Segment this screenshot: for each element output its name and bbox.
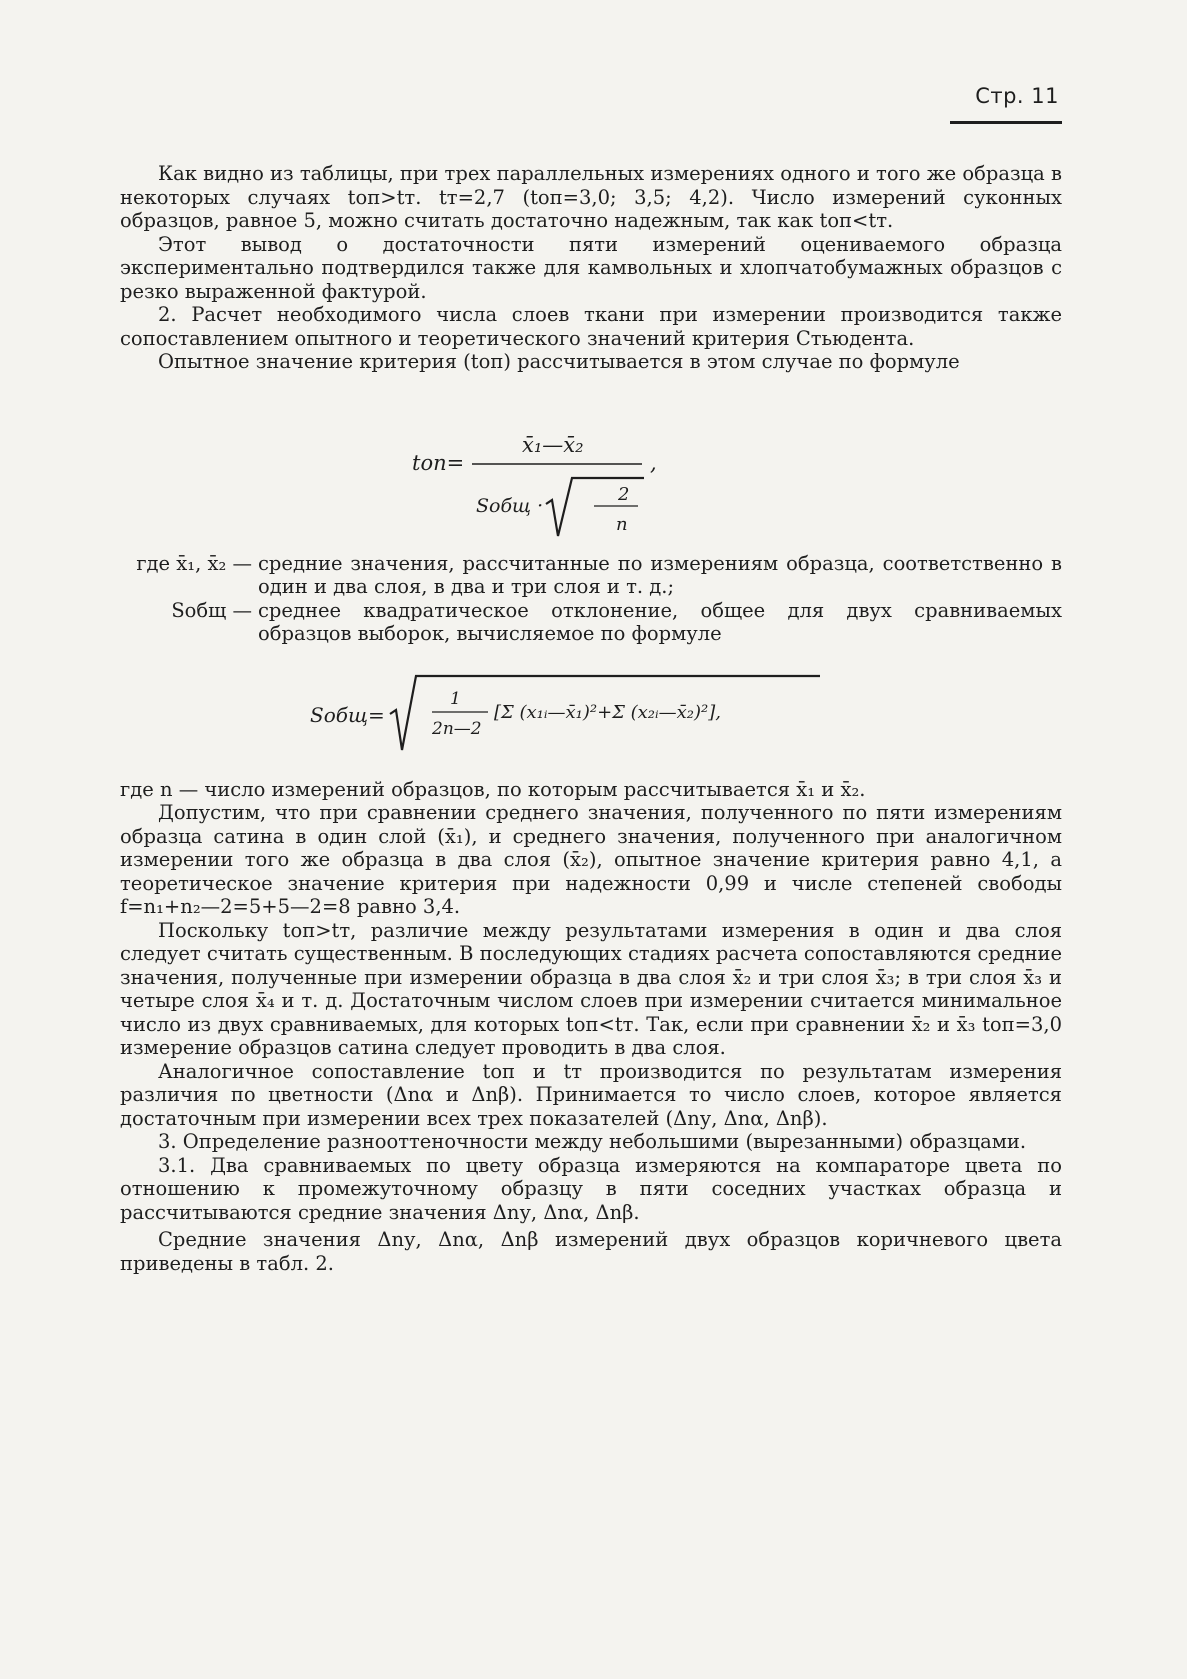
sqrt-denominator: n xyxy=(616,513,628,535)
formula-s-total-graphic xyxy=(120,670,1062,770)
formula2-body: [Σ (x₁ᵢ—x̄₁)²+Σ (x₂ᵢ—x̄₂)²], xyxy=(494,701,721,723)
paragraph-4: Опытное значение критерия (tоп) рассчитывается в этом случае по формуле xyxy=(158,350,960,373)
formula2-frac-num: 1 xyxy=(450,688,461,709)
definition-text: среднее квадратическое отклонение, общее для двух сравниваемых образцов выборок, вычисляемое по формуле xyxy=(258,598,1062,645)
paragraph-11: Средние значения Δnу, Δnα, Δnβ измерений двух образцов коричневого цвета приведены в табл. 2. xyxy=(120,1228,1062,1275)
formula-s-total xyxy=(120,670,1062,770)
paragraph-6: Допустим, что при сравнении среднего значения, полученного по пяти измерениям образца сатина в один слой (x̄₁), и среднего значения, полученного при аналогичном измерении того же образца в два слоя (x̄₂), опытное значение критерия равно 4,1, а теоретическое значение критерия при надежности 0,99 и числе степеней свободы f=n₁+n₂—2=5+5—2=8 равно 3,4. xyxy=(120,801,1062,918)
definition-term: Sобщ — xyxy=(171,598,252,622)
formula-trail: , xyxy=(650,450,657,475)
paragraph-1: Как видно из таблицы, при трех параллельных измерениях одного и того же образца в некоторых случаях tоп>tт. tт=2,7 (tоп=3,0; 3,5; 4,2). Число измерений суконных образцов, равное 5, можно считать достаточно надежным, так как tоп<tт. xyxy=(120,162,1062,232)
sqrt-numerator: 2 xyxy=(618,483,630,505)
paragraph-5: где n — число измерений образцов, по которым рассчитывается x̄₁ и x̄₂. xyxy=(120,777,866,801)
definition-text: средние значения, рассчитанные по измерениям образца, соответственно в один и два слоя, в два и три слоя и т. д.; xyxy=(258,551,1062,598)
paragraph-3: 2. Расчет необходимого числа слоев ткани при измерении производится также сопоставлением опытного и теоретического значений критерия Стьюдента. xyxy=(120,303,1062,350)
formula-numerator: x̄₁—x̄₂ xyxy=(522,432,584,457)
paragraph-7: Поскольку tоп>tт, различие между результатами измерения в один и два слоя следует считать существенным. В последующих стадиях расчета сопоставляются средние значения, полученные при измерении образца в два слоя x̄₂ и три слоя x̄₃; в три слоя x̄₃ и четыре слоя x̄₄ и т. д. Достаточным числом слоев при измерении считается минимальное число из двух сравниваемых, для которых tоп<tт. Так, если при сравнении x̄₂ и x̄₃ tоп=3,0 измерение образцов сатина следует проводить в два слоя. xyxy=(120,918,1062,1059)
document-body xyxy=(120,162,1062,1275)
formula-t-op xyxy=(120,404,1062,544)
formula2-lhs: Sобщ= xyxy=(310,702,385,727)
definition-term: где x̄₁, x̄₂ — xyxy=(136,551,252,575)
paragraph-8: Аналогичное сопоставление tоп и tт производится по результатам измерения различия по цветности (Δnα и Δnβ). Принимается то число слоев, которое является достаточным при измерении всех трех показателей (Δnу, Δnα, Δnβ). xyxy=(120,1059,1062,1130)
paragraph-9: 3. Определение разнооттеночности между небольшими (вырезанными) образцами. xyxy=(158,1130,1027,1153)
formula2-frac-den: 2n—2 xyxy=(432,718,482,739)
header-rule xyxy=(950,121,1062,124)
page-number: Стр. 11 xyxy=(975,84,1059,108)
formula-t-op-graphic xyxy=(120,404,1062,544)
paragraph-2: Этот вывод о достаточности пяти измерений оцениваемого образца экспериментально подтвердился также для камвольных и хлопчатобумажных образцов с резко выраженной фактурой. xyxy=(120,232,1062,303)
definition-row xyxy=(120,599,1062,646)
definition-row xyxy=(120,552,1062,599)
formula-denominator-s: Sобщ · xyxy=(476,494,544,517)
formula-lhs: tоп= xyxy=(412,450,465,475)
paragraph-10: 3.1. Два сравниваемых по цвету образца измеряются на компараторе цвета по отношению к промежуточному образцу в пяти соседних участках образца и рассчитываются средние значения Δnу, Δnα, Δnβ. xyxy=(120,1153,1062,1224)
page-header xyxy=(975,84,1059,108)
